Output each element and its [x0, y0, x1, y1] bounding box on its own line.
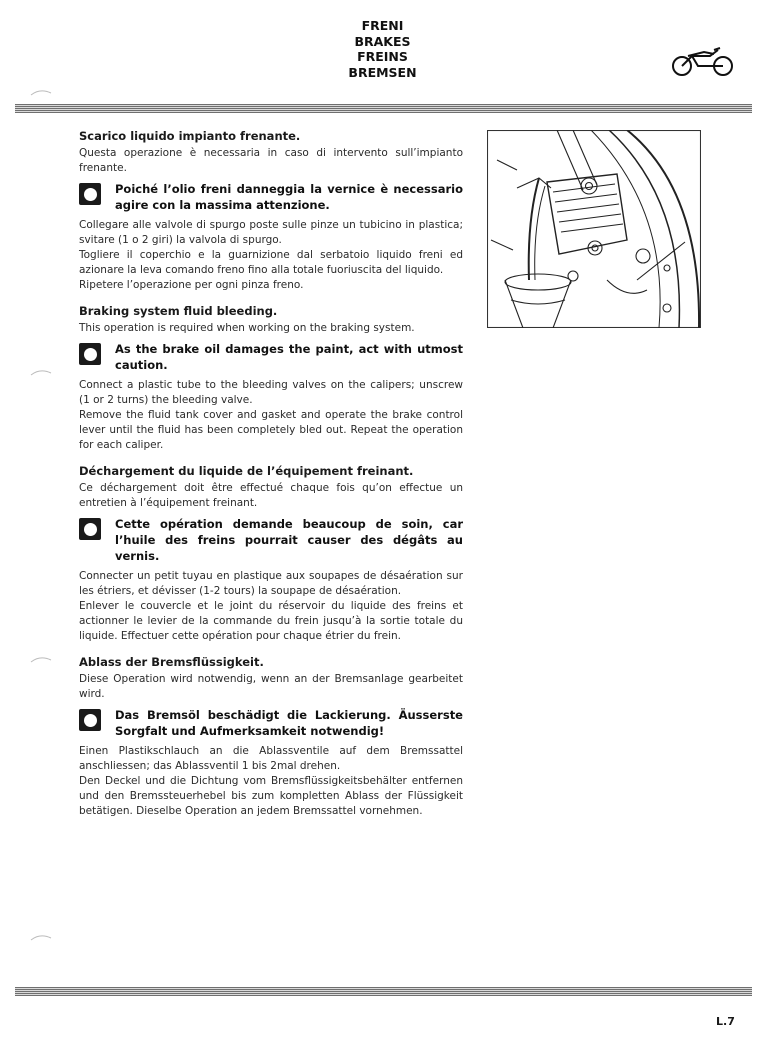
- title-italian: FRENI: [361, 18, 404, 33]
- brake-caliper-illustration: [487, 130, 701, 328]
- motorcycle-icon: [668, 44, 736, 78]
- warning-square-icon: [79, 183, 101, 205]
- body-paragraph: Enlever le couvercle et le joint du réservoir du liquide des freins et actionner le levier de la commande du frein jusqu’à la sortie totale du liquide. Effectuer cette opération pour chaque étrier du frein.: [79, 600, 463, 642]
- margin-mark: [30, 933, 52, 941]
- section-heading: Ablass der Bremsflüssigkeit.: [79, 655, 264, 669]
- section-heading: Déchargement du liquide de l’équipement freinant.: [79, 464, 414, 478]
- title-french: FREINS: [357, 49, 408, 64]
- body-paragraph: Connect a plastic tube to the bleeding valves on the calipers; unscrew (1 or 2 turns) the bleeding valve.: [79, 379, 463, 406]
- warning-block: [79, 341, 463, 373]
- page-header-titles: [0, 18, 765, 80]
- warning-square-icon: [79, 518, 101, 540]
- warning-text: Cette opération demande beaucoup de soin, car l’huile des freins pourrait causer des dégâts au vernis.: [115, 517, 463, 563]
- title-german: BREMSEN: [348, 64, 417, 80]
- warning-square-icon: [79, 343, 101, 365]
- section-french: [79, 464, 463, 644]
- body-paragraph: Einen Plastikschlauch an die Ablassventile auf dem Bremssattel anschliessen; das Ablassventil 1 bis 2mal drehen.: [79, 745, 463, 772]
- page-number: L.7: [716, 1015, 735, 1028]
- section-english: [79, 304, 463, 453]
- section-intro: This operation is required when working on the braking system.: [79, 322, 415, 334]
- section-intro: Ce déchargement doit être effectué chaque fois qu’on effectue un entretien à l’équipement freinant.: [79, 482, 463, 509]
- section-intro: Diese Operation wird notwendig, wenn an der Bremsanlage gearbeitet wird.: [79, 673, 463, 700]
- section-intro: Questa operazione è necessaria in caso di intervento sull’impianto frenante.: [79, 147, 463, 174]
- body-paragraph: Den Deckel und die Dichtung vom Bremsflüssigkeitsbehälter entfernen und den Bremssteuerhebel bis zum kompletten Ablass der Flüssigkeit betätigen. Dieselbe Operation an jedem Bremssattel vornehmen.: [79, 775, 463, 817]
- warning-text: Poiché l’olio freni danneggia la vernice è necessario agire con la massima attenzione.: [115, 182, 463, 212]
- bottom-divider-rule: [15, 987, 752, 996]
- body-paragraph: Connecter un petit tuyau en plastique aux soupapes de désaération sur les étriers, et dévisser (1-2 tours) la soupape de désaération.: [79, 570, 463, 597]
- top-divider-rule: [15, 104, 752, 113]
- section-german: [79, 655, 463, 819]
- warning-square-icon: [79, 709, 101, 731]
- margin-mark: [30, 368, 52, 376]
- section-heading: Braking system fluid bleeding.: [79, 304, 278, 318]
- warning-text: As the brake oil damages the paint, act with utmost caution.: [115, 342, 463, 372]
- body-paragraph: Remove the fluid tank cover and gasket and operate the brake control lever until the fluid has been completely bled out. Repeat the operation for each caliper.: [79, 409, 463, 451]
- title-english: BRAKES: [354, 33, 411, 49]
- section-italian: [79, 129, 463, 293]
- margin-mark: [30, 88, 52, 96]
- warning-text: Das Bremsöl beschädigt die Lackierung. Äusserste Sorgfalt und Aufmerksamkeit notwendig!: [115, 708, 463, 738]
- warning-block: [79, 181, 463, 213]
- warning-block: [79, 707, 463, 739]
- body-paragraph: Ripetere l’operazione per ogni pinza freno.: [79, 279, 304, 291]
- margin-mark: [30, 655, 52, 663]
- section-heading: Scarico liquido impianto frenante.: [79, 129, 301, 143]
- body-paragraph: Collegare alle valvole di spurgo poste sulle pinze un tubicino in plastica; svitare (1 o 2 giri) la valvola di spurgo.: [79, 219, 463, 246]
- body-paragraph: Togliere il coperchio e la guarnizione dal serbatoio liquido freni ed azionare la leva comando freno fino alla totale fuoriuscita del liquido.: [79, 249, 463, 276]
- main-content: [79, 129, 463, 830]
- warning-block: [79, 516, 463, 564]
